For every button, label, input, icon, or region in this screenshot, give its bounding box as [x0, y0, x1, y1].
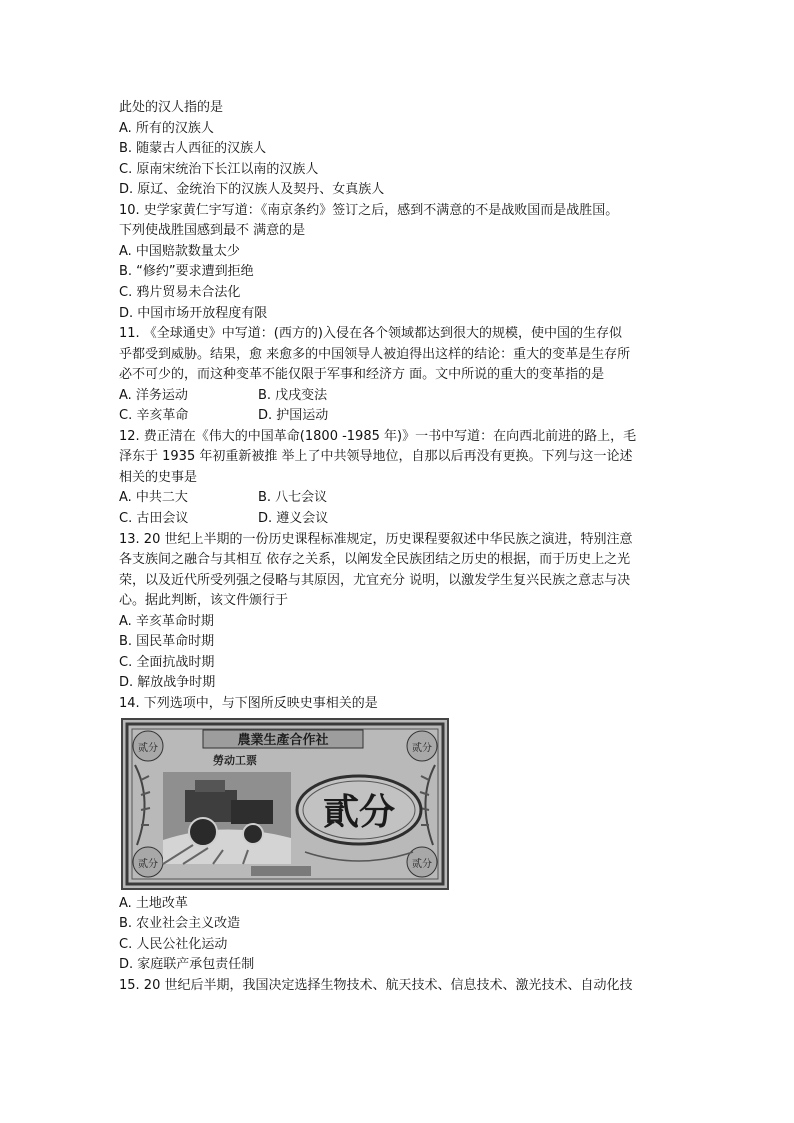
q10-option-c: C. 鸦片贸易未合法化 [119, 285, 241, 301]
q14-stem: 14. 下列选项中，与下图所反映史事相关的是 [119, 696, 378, 711]
q12-stem: 相关的史事是 [119, 469, 198, 485]
coupon-sub-text: 勞动工票 [213, 753, 257, 767]
q10-option-a: A. 中国赔款数量太少 [119, 243, 240, 259]
labor-coupon-drawing [123, 720, 447, 888]
q13-option-d: D. 解放战争时期 [119, 675, 216, 691]
q14-option-d: D. 家庭联产承包责任制 [119, 957, 255, 973]
q9-option-a: A. 所有的汉族人 [119, 120, 214, 136]
q11-stem: 乎都受到威胁。结果，愈 来愈多的中国领导人被迫得出这样的结论：重大的变革是生存所 [119, 346, 631, 362]
tractor-illustration [163, 772, 291, 864]
q14-option-a: A. 土地改革 [119, 895, 188, 911]
q9-stem-tail: 此处的汉人指的是 [119, 100, 224, 115]
q12-stem: 泽东于 1935 年初重新被推 举上了中共领导地位，自那以后再没有更换。下列与这一论述 [119, 449, 633, 465]
q13-stem: 各支族间之融合与其相互 依存之关系，以阐发全民族团结之历史的根据，而于历史上之光 [119, 552, 631, 568]
q14-option-c: C. 人民公社化运动 [119, 936, 228, 952]
coupon-top-text: 農業生產合作社 [237, 732, 329, 748]
exam-page [119, 98, 679, 996]
q13-stem: 13. 20 世纪上半期的一份历史课程标准规定，历史课程要叙述中华民族之演进，特别注意 [119, 531, 633, 547]
q11-stem: 11. 《全球通史》中写道：(西方的)入侵在各个领域都达到很大的规模，使中国的生存似 [119, 326, 622, 342]
q14-option-b: B. 农业社会主义改造 [119, 916, 241, 932]
labor-coupon-image [121, 718, 449, 890]
q12-option-c: C. 古田会议 [119, 511, 189, 527]
coupon-corner-text: 贰分 [138, 858, 158, 870]
q12-options-row [119, 509, 679, 530]
q13-stem: 荣，以及近代所受列强之侵略与其原因，尤宜充分 说明，以激发学生复兴民族之意志与决 [119, 572, 631, 588]
q12-option-d: D. 遵义会议 [258, 511, 329, 527]
q10-stem: 10. 史学家黄仁宇写道：《南京条约》签订之后，感到不满意的不是战败国而是战胜国。 [119, 202, 619, 218]
coupon-corner-text: 贰分 [138, 742, 158, 754]
q9-option-d: D. 原辽、金统治下的汉族人及契丹、女真族人 [119, 182, 385, 198]
q13-option-b: B. 国民革命时期 [119, 634, 215, 650]
q11-option-b: B. 戊戌变法 [258, 387, 328, 403]
coupon-corner-text: 贰分 [412, 858, 432, 870]
q11-options-row [119, 386, 679, 407]
q15-stem: 15. 20 世纪后半期，我国决定选择生物技术、航天技术、信息技术、激光技术、自动化技 [119, 977, 633, 993]
q13-option-c: C. 全面抗战时期 [119, 654, 215, 670]
q10-stem: 下列使战胜国感到最不 满意的是 [119, 223, 306, 239]
q11-stem: 必不可少的，而这种变革不能仅限于军事和经济方 面。文中所说的重大的变革指的是 [119, 367, 605, 383]
q11-option-d: D. 护国运动 [258, 408, 329, 424]
q10-option-d: D. 中国市场开放程度有限 [119, 305, 268, 321]
q12-option-a: A. 中共二大 [119, 490, 188, 506]
q12-options-row [119, 488, 679, 509]
coupon-corner-text: 贰分 [412, 742, 432, 754]
q9-option-b: B. 随蒙古人西征的汉族人 [119, 141, 267, 157]
q11-options-row [119, 406, 679, 427]
q12-option-b: B. 八七会议 [258, 490, 328, 506]
coupon-value-text: 貳分 [322, 790, 396, 833]
q12-stem: 12. 费正清在《伟大的中国革命(1800 -1985 年)》一书中写道：在向西北前进的路上，毛 [119, 428, 637, 444]
q13-option-a: A. 辛亥革命时期 [119, 613, 214, 629]
q13-stem: 心。据此判断，该文件颁行于 [119, 593, 289, 609]
q9-option-c: C. 原南宋统治下长江以南的汉族人 [119, 161, 319, 177]
q11-option-c: C. 辛亥革命 [119, 408, 189, 424]
q11-option-a: A. 洋务运动 [119, 387, 188, 403]
q10-option-b: B. “修约”要求遭到拒绝 [119, 264, 254, 280]
